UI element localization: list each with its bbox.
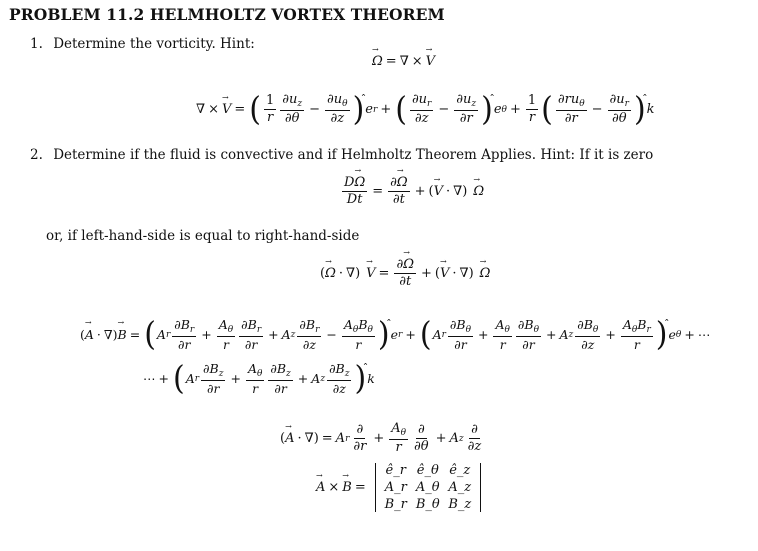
det-cell: B_r xyxy=(384,497,407,512)
convective-expansion-line-2: ⋯ + ( A r $\frac{\partial B_z}{\partial r}$ + $\frac{A_\theta}{r}$ $\frac{\partial B_z}{\partial r}$ + A z $\frac{\partial B_z}{\partial z}$ ) ̂ k xyxy=(143,362,375,396)
det-cell: A_r xyxy=(384,480,407,495)
det-cell: A_z xyxy=(448,480,472,495)
ellipsis-start: ⋯ xyxy=(143,371,156,387)
problem-1-number: 1. xyxy=(30,36,43,52)
convective-expansion-line-1: ( → A · ∇ ) → B = ( A r $\frac{\partial B_r}{\partial r}$ + $\frac{A_\theta}{r}$ $\frac{\partial B_r}{\partial r}$ + A z $\frac{\partial B_r}{\partial z}$ − $\frac{A_\theta B_\theta}{r}$ ) ̂ e r + ( A r $\frac{\partial B_\theta}{\partial r}$ + $\frac{A_\theta}{r}$ $\frac{\partial B_\theta}{\partial r}$ + A z $\frac{\partial B_\theta}{\partial z}$ + $\frac{A_\theta B_r}{r}$ ) ̂ e θ + ⋯ xyxy=(80,318,710,352)
det-cell: ê_r xyxy=(385,463,406,478)
problem-1 xyxy=(30,36,255,52)
or-text: or, if left-hand-side is equal to right-hand-side xyxy=(46,228,360,244)
problem-1-text: Determine the vorticity. Hint: xyxy=(53,36,255,52)
cross-product-equation: → A × → B = ê_r ê_θ ê_z A_r A_θ A_z B_r B_θ B_z xyxy=(316,463,481,512)
det-cell: B_z xyxy=(448,497,472,512)
helmholtz-equation: ( → Ω · ∇ ) → V = $\frac{\partial\to \Omega}{\partial t}$ + ( → V · ∇ ) → Ω xyxy=(320,258,490,288)
material-derivative-equation: $\frac{D\to \Omega}{Dt}$ = $\frac{\partial\to \Omega}{\partial t}$ + ( → V · ∇ ) → Ω xyxy=(340,176,484,206)
problem-2 xyxy=(30,147,653,163)
det-cell: B_θ xyxy=(415,497,440,512)
det-cell: ê_z xyxy=(449,463,471,478)
curl-cylindrical-equation: ∇ × → V = ( $\frac{1}{r}$ $\frac{\partial u_z}{\partial\theta}$ − $\frac{\partial u_\theta}{\partial z}$ ) ̂ e r + ( $\frac{\partial u_r}{\partial z}$ − $\frac{\partial u_z}{\partial r}$ ) ̂ e θ + $\frac{1}{r}$ ( $\frac{\partial ru_\theta}{\partial r}$ − $\frac{\partial u_r}{\partial\theta}$ ) ̂ k xyxy=(196,93,655,126)
vorticity-definition-equation: → Ω = ∇ × → V xyxy=(372,54,435,69)
ellipsis-end: ⋯ xyxy=(697,327,711,343)
page-title: PROBLEM 11.2 HELMHOLTZ VORTEX THEOREM xyxy=(9,5,445,24)
det-cell: ê_θ xyxy=(416,463,439,478)
det-cell: A_θ xyxy=(415,480,440,495)
problem-2-number: 2. xyxy=(30,147,43,163)
problem-2-text: Determine if the fluid is convective and if Helmholtz Theorem Applies. Hint: If it is zero xyxy=(53,147,654,163)
determinant-matrix xyxy=(375,463,481,512)
advective-operator-equation: ( → A · ∇ ) = A r $\frac{\partial}{\partial r}$ + $\frac{A_\theta}{r}$ $\frac{\partial}{\partial\theta}$ + A z $\frac{\partial}{\partial z}$ xyxy=(280,422,485,455)
